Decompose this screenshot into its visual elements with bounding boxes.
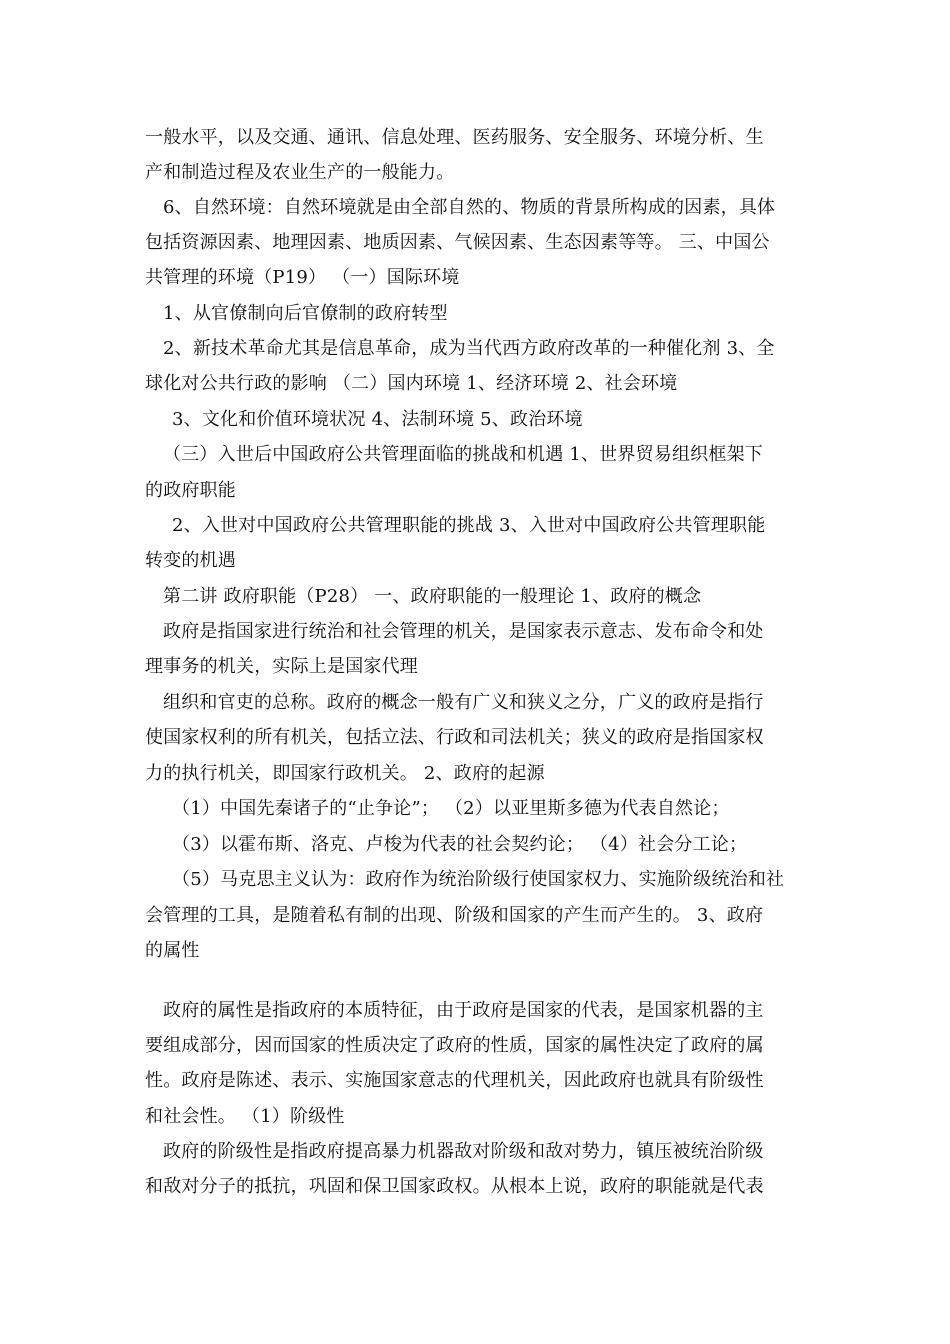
text-line: 的政府职能 bbox=[145, 480, 236, 501]
text-line: （三）入世后中国政府公共管理面临的挑战和机遇 1、世界贸易组织框架下 bbox=[163, 444, 763, 465]
text-line: 和社会性。 （1）阶级性 bbox=[145, 1106, 345, 1127]
text-line: 政府的属性是指政府的本质特征，由于政府是国家的代表，是国家机器的主 bbox=[163, 1000, 764, 1021]
text-line: 和敌对分子的抵抗，巩固和保卫国家政权。从根本上说，政府的职能就是代表 bbox=[145, 1176, 764, 1197]
text-line: 使国家权利的所有机关，包括立法、行政和司法机关；狭义的政府是指国家权 bbox=[145, 727, 764, 748]
text-line: 第二讲 政府职能（P28） 一、政府职能的一般理论 1、政府的概念 bbox=[163, 586, 702, 607]
text-line: 6、自然环境：自然环境就是由全部自然的、物质的背景所构成的因素，具体 bbox=[163, 197, 776, 218]
text-line: 政府是指国家进行统治和社会管理的机关，是国家表示意志、发布命令和处 bbox=[163, 621, 764, 642]
text-line: （1）中国先秦诸子的“止争论”； （2）以亚里斯多德为代表自然论； bbox=[172, 798, 730, 819]
text-line: 3、文化和价值环境状况 4、法制环境 5、政治环境 bbox=[172, 409, 583, 430]
text-line: 2、新技术革命尤其是信息革命，成为当代西方政府改革的一种催化剂 3、全 bbox=[163, 338, 775, 359]
text-line: 会管理的工具，是随着私有制的出现、阶级和国家的产生而产生的。 3、政府 bbox=[145, 905, 764, 926]
text-line: 政府的阶级性是指政府提高暴力机器敌对阶级和敌对势力，镇压被统治阶级 bbox=[163, 1141, 764, 1162]
text-line: 性。政府是陈述、表示、实施国家意志的代理机关，因此政府也就具有阶级性 bbox=[145, 1070, 764, 1091]
text-line: 要组成部分，因而国家的性质决定了政府的性质，国家的属性决定了政府的属 bbox=[145, 1035, 764, 1056]
text-line: （5）马克思主义认为：政府作为统治阶级行使国家权力、实施阶级统治和社 bbox=[172, 869, 785, 890]
text-line: 一般水平，以及交通、通讯、信息处理、医药服务、安全服务、环境分析、生 bbox=[145, 127, 764, 148]
text-line: 理事务的机关，实际上是国家代理 bbox=[145, 656, 418, 677]
text-line: 转变的机遇 bbox=[145, 550, 236, 571]
text-line: 包括资源因素、地理因素、地质因素、气候因素、生态因素等等。 三、中国公 bbox=[145, 232, 770, 253]
text-line: 的属性 bbox=[145, 940, 200, 961]
text-line: （3）以霍布斯、洛克、卢梭为代表的社会契约论； （4）社会分工论； bbox=[172, 834, 748, 855]
text-line: 力的执行机关，即国家行政机关。 2、政府的起源 bbox=[145, 763, 545, 784]
text-line: 2、入世对中国政府公共管理职能的挑战 3、入世对中国政府公共管理职能 bbox=[172, 515, 766, 536]
text-line: 产和制造过程及农业生产的一般能力。 bbox=[145, 162, 455, 183]
text-line: 组织和官吏的总称。政府的概念一般有广义和狭义之分，广义的政府是指行 bbox=[163, 692, 764, 713]
text-line: 球化对公共行政的影响 （二）国内环境 1、经济环境 2、社会环境 bbox=[145, 373, 678, 394]
text-line: 共管理的环境（P19） （一）国际环境 bbox=[145, 267, 460, 288]
text-line: 1、从官僚制向后官僚制的政府转型 bbox=[163, 303, 448, 324]
